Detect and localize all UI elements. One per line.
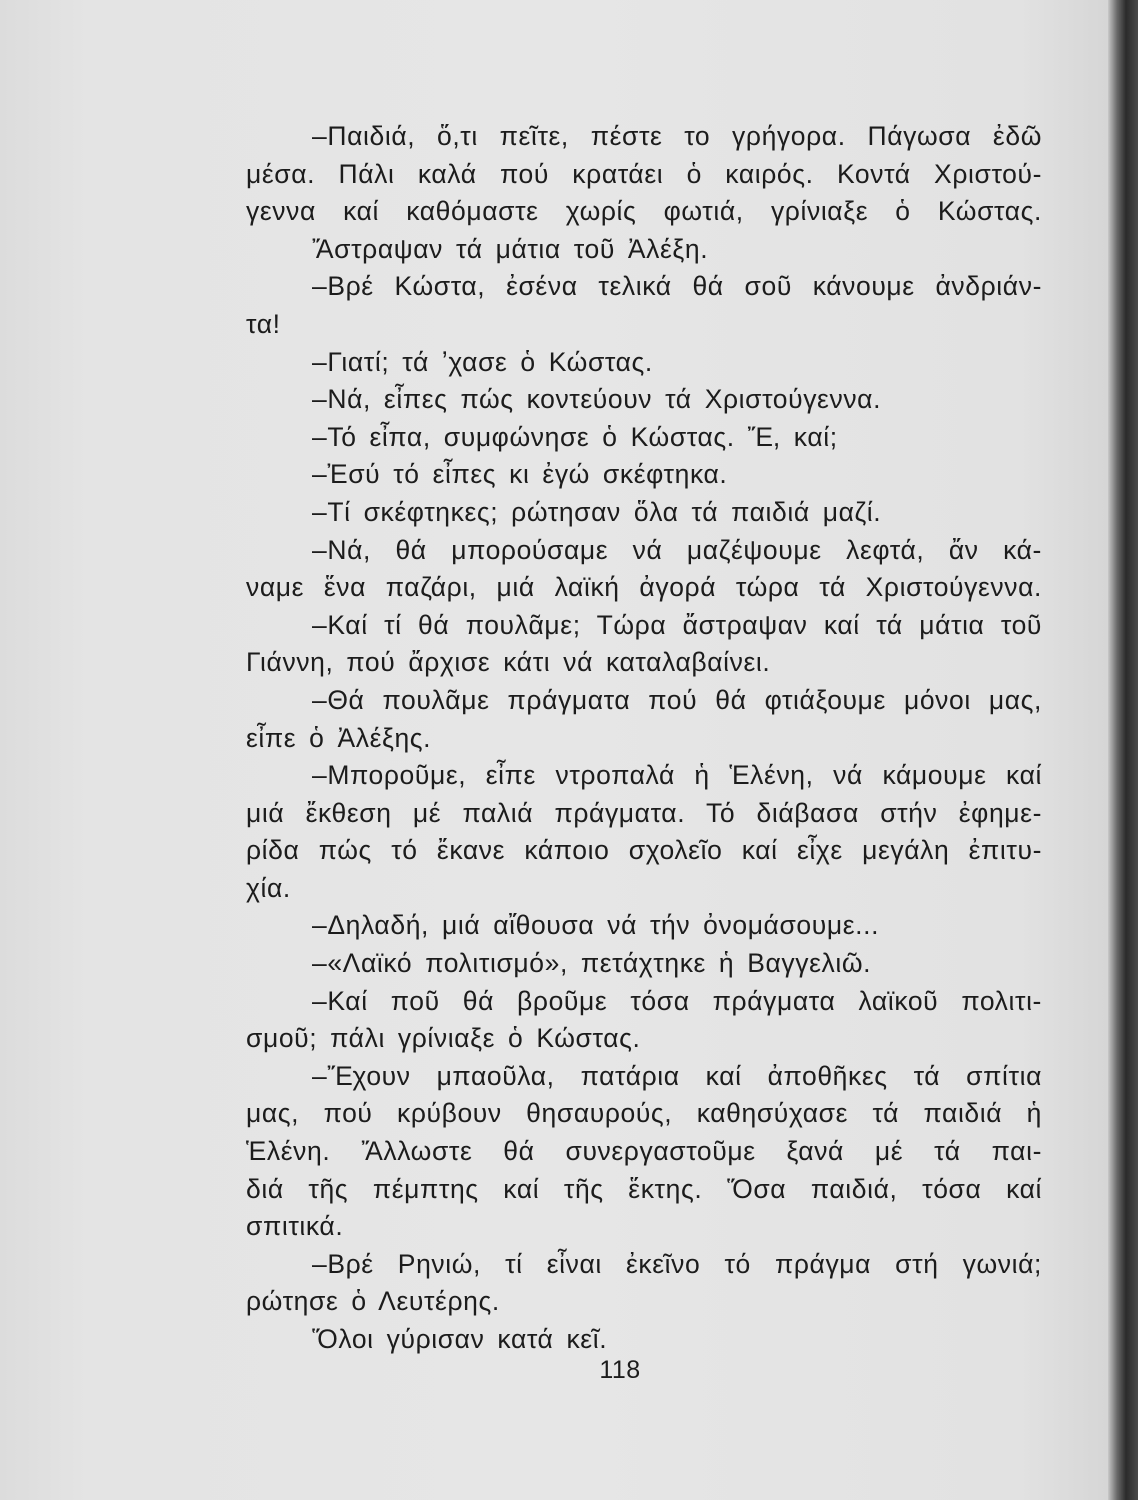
- text-line: –Βρέ Ρηνιώ, τί εἶναι ἐκεῖνο τό πράγμα στή γωνιά;: [312, 1248, 1042, 1279]
- text-line: ρίδα πώς τό ἔκανε κάποιο σχολεῖο καί εἶχε μεγάλη ἐπιτυ-: [246, 835, 1042, 866]
- text-line: εἶπε ὁ Ἀλέξης.: [246, 722, 432, 753]
- text-line: –«Λαϊκό πολιτισμό», πετάχτηκε ἡ Βαγγελιῶ.: [312, 948, 872, 979]
- text-line: –Παιδιά, ὅ,τι πεῖτε, πέστε το γρήγορα. Πάγωσα ἐδῶ: [312, 121, 1042, 151]
- text-line: Ἑλένη. Ἄλλωστε θά συνεργαστοῦμε ξανά μέ τά παι-: [246, 1136, 1042, 1167]
- book-spine-shadow: [1108, 0, 1138, 1500]
- text-line: –Νά, θά μπορούσαμε νά μαζέψουμε λεφτά, ἄν κά-: [312, 534, 1042, 565]
- text-line: Ἄστραψαν τά μάτια τοῦ Ἀλέξη.: [312, 233, 709, 264]
- text-line: –Ἔχουν μπαοῦλα, πατάρια καί ἀποθῆκες τά σπίτια: [312, 1060, 1042, 1091]
- text-line: –Τό εἶπα, συμφώνησε ὁ Κώστας. Ἔ, καί;: [312, 421, 838, 452]
- text-line: –Καί τί θά πουλᾶμε; Τώρα ἄστραψαν καί τά μάτια τοῦ: [312, 609, 1042, 640]
- text-line: ρώτησε ὁ Λευτέρης.: [246, 1286, 500, 1317]
- text-line: –Βρέ Κώστα, ἐσένα τελικά θά σοῦ κάνουμε ἀνδριάν-: [312, 271, 1042, 302]
- text-line: διά τῆς πέμπτης καί τῆς ἕκτης. Ὅσα παιδιά, τόσα καί: [246, 1173, 1042, 1204]
- text-line: Γιάννη, πού ἄρχισε κάτι νά καταλαβαίνει.: [246, 647, 771, 678]
- text-line: Ὅλοι γύρισαν κατά κεῖ.: [312, 1324, 608, 1354]
- text-line: –Νά, εἶπες πώς κοντεύουν τά Χριστούγεννα.: [312, 384, 882, 415]
- text-line: –Ἐσύ τό εἶπες κι ἐγώ σκέφτηκα.: [312, 459, 728, 490]
- text-line: γεννα καί καθόμαστε χωρίς φωτιά, γρίνιαξε ὁ Κώστας.: [246, 196, 1042, 227]
- text-line: σπιτικά.: [246, 1211, 344, 1242]
- text-line: –Μποροῦμε, εἶπε ντροπαλά ἡ Ἑλένη, νά κάμουμε καί: [312, 760, 1042, 791]
- body-text: [246, 118, 1042, 1359]
- page-number: 118: [599, 1356, 641, 1384]
- text-line: –Γιατί; τά ʼχασε ὁ Κώστας.: [312, 346, 653, 377]
- text-line: μας, πού κρύβουν θησαυρούς, καθησύχασε τά παιδιά ἡ: [246, 1098, 1042, 1129]
- text-line: σμοῦ; πάλι γρίνιαξε ὁ Κώστας.: [246, 1023, 641, 1054]
- text-line: μιά ἔκθεση μέ παλιά πράγματα. Τό διάβασα στήν ἐφημε-: [246, 797, 1042, 828]
- text-line: –Τί σκέφτηκες; ρώτησαν ὅλα τά παιδιά μαζί.: [312, 496, 882, 527]
- text-line: μέσα. Πάλι καλά πού κρατάει ὁ καιρός. Κοντά Χριστού-: [246, 158, 1042, 189]
- text-line: τα!: [246, 308, 281, 339]
- text-line: –Θά πουλᾶμε πράγματα πού θά φτιάξουμε μόνοι μας,: [312, 684, 1042, 715]
- text-line: χία.: [246, 872, 291, 903]
- text-line: –Καί ποῦ θά βροῦμε τόσα πράγματα λαϊκοῦ πολιτι-: [312, 985, 1042, 1016]
- text-line: ναμε ἕνα παζάρι, μιά λαϊκή ἀγορά τώρα τά Χριστούγεννα.: [246, 572, 1042, 603]
- text-line: –Δηλαδή, μιά αἴθουσα νά τήν ὀνομάσουμε...: [312, 910, 880, 941]
